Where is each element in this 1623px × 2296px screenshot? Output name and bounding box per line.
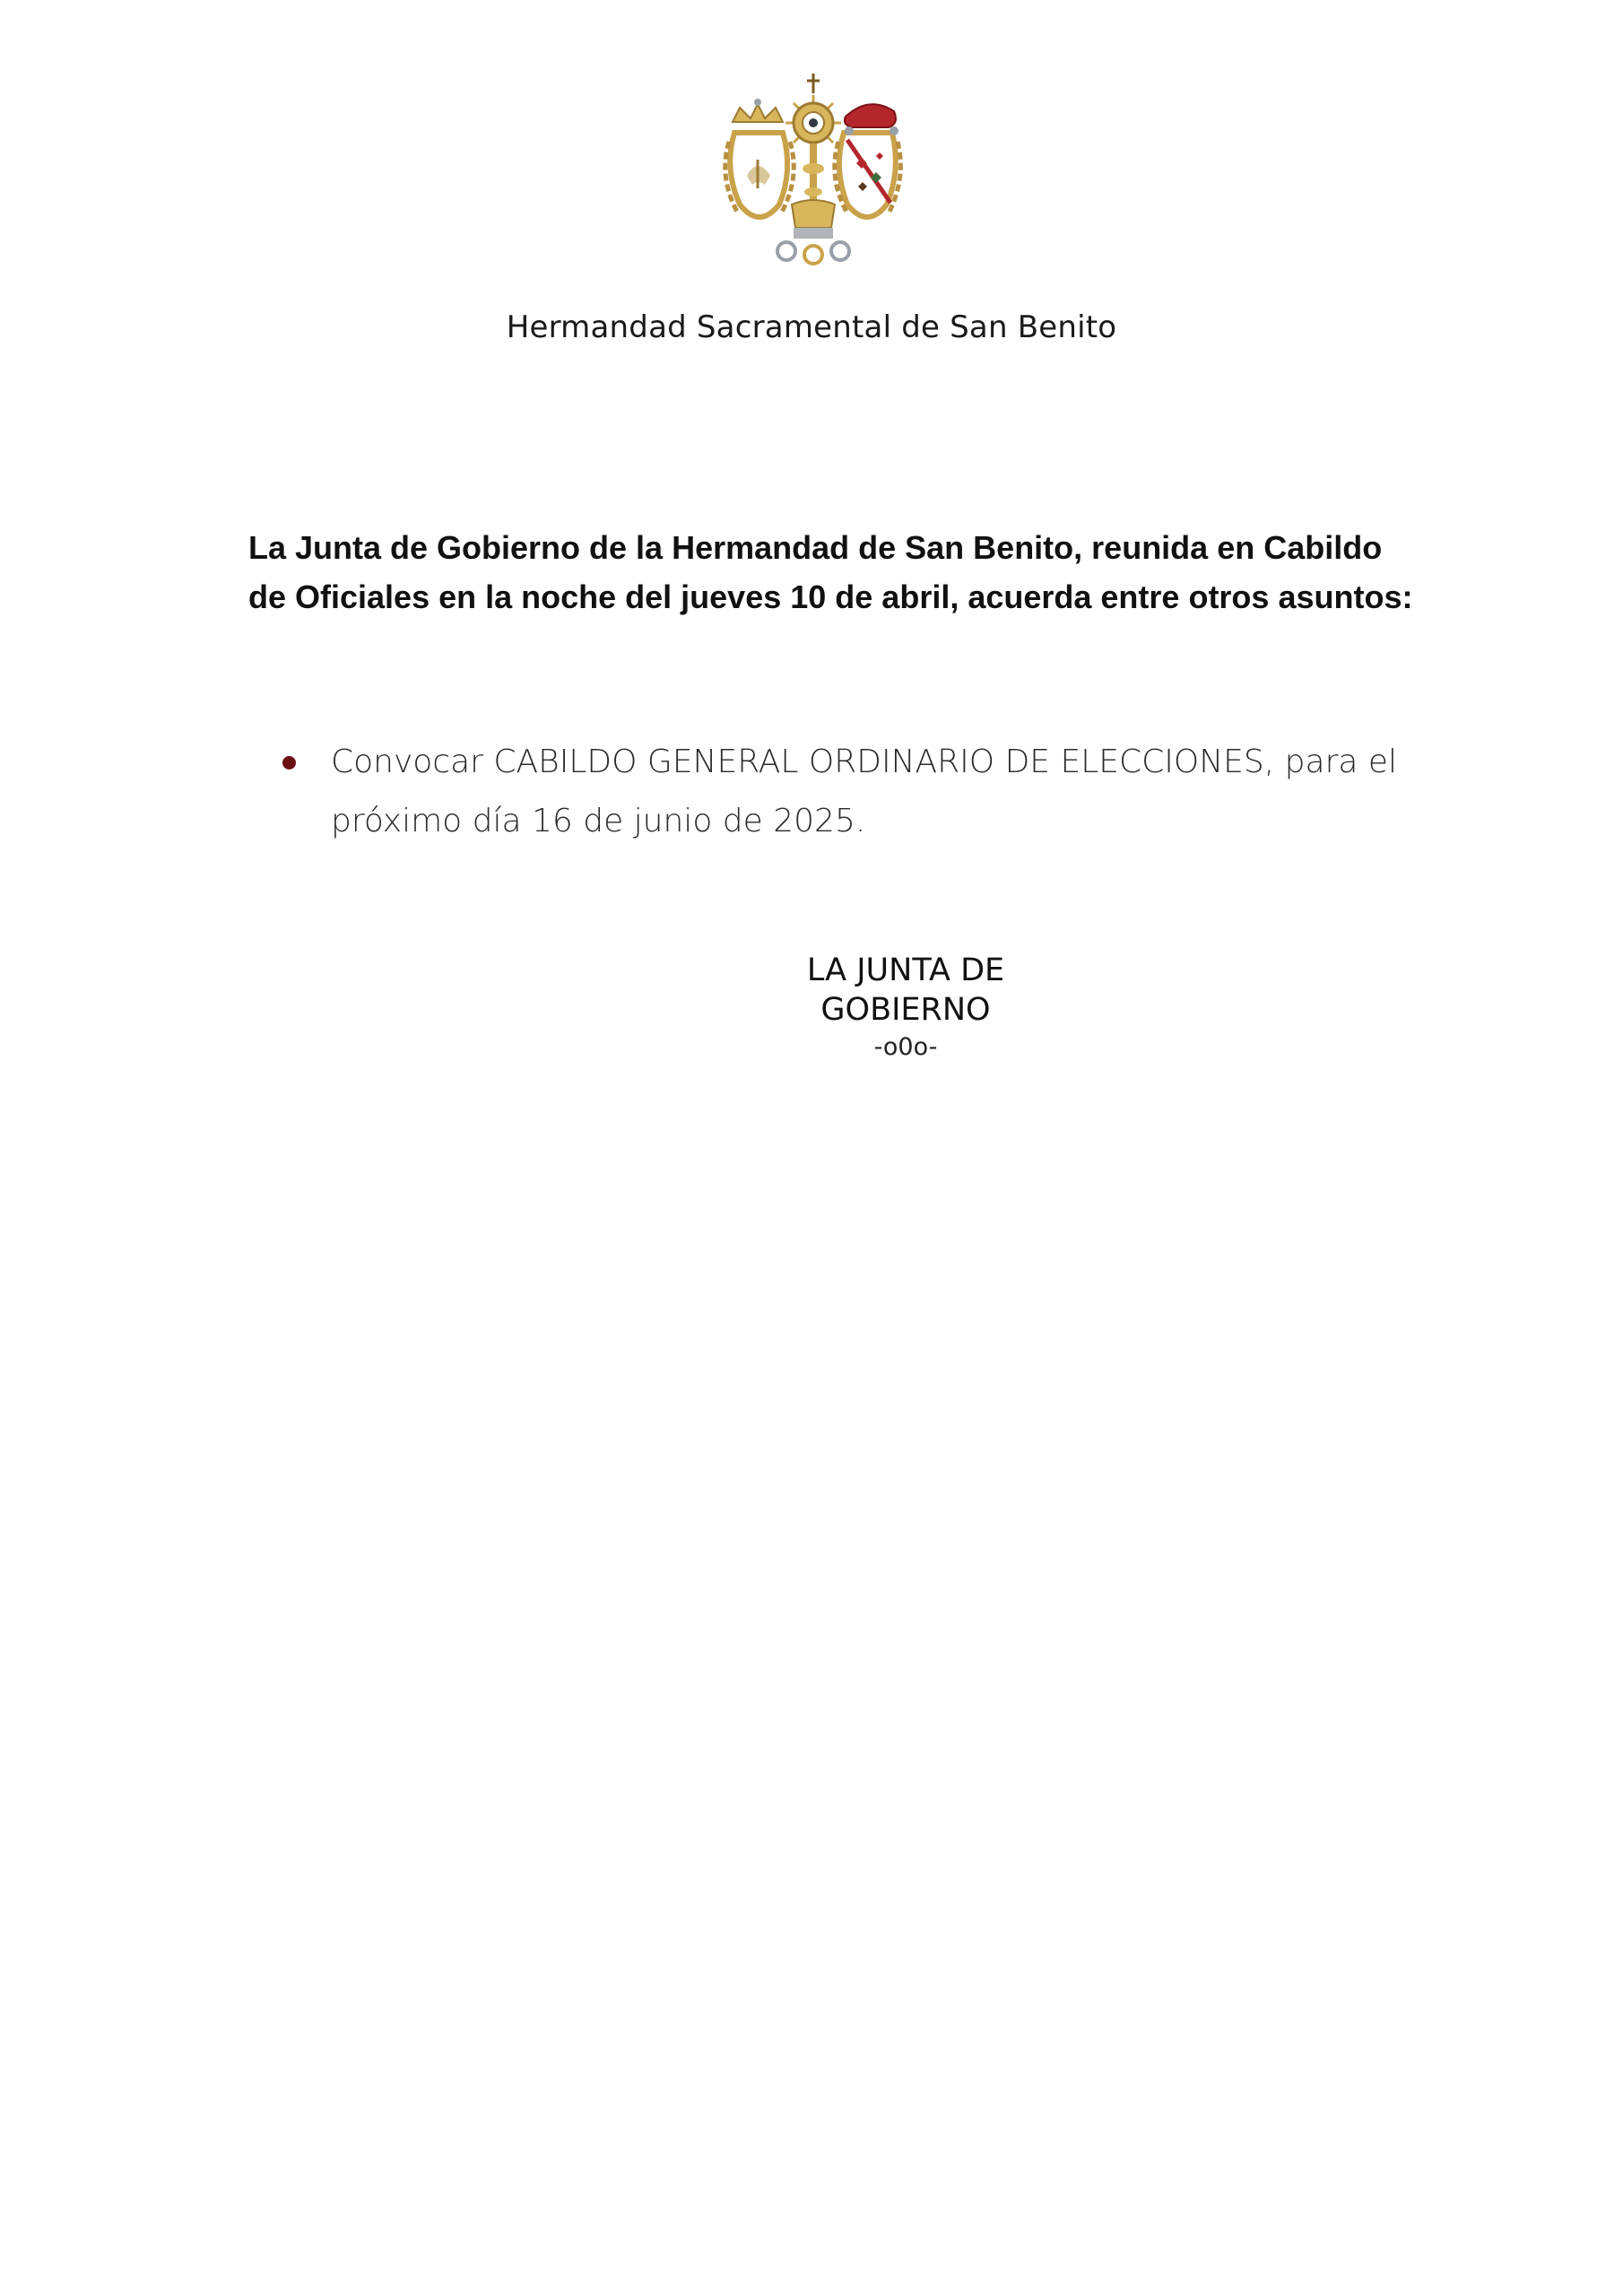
bullet-icon bbox=[282, 756, 296, 770]
agenda-list bbox=[248, 733, 1423, 851]
organization-name: Hermandad Sacramental de San Benito bbox=[506, 309, 1117, 345]
brotherhood-coat-of-arms-icon bbox=[715, 70, 912, 271]
list-item-text: Convocar CABILDO GENERAL ORDINARIO DE ELECCIONES, para el próximo día 16 de junio de 2025. bbox=[331, 744, 1398, 839]
intro-paragraph: La Junta de Gobierno de la Hermandad de San Benito, reunida en Cabildo de Oficiales en la noche del jueves 10 de abril, acuerda entre otros asuntos: bbox=[248, 529, 1413, 615]
signature-block bbox=[726, 951, 1085, 1065]
list-item bbox=[248, 733, 1423, 851]
closing-mark: -o0o- bbox=[873, 1033, 938, 1061]
signature-title: LA JUNTA DE GOBIERNO bbox=[806, 952, 1005, 1028]
